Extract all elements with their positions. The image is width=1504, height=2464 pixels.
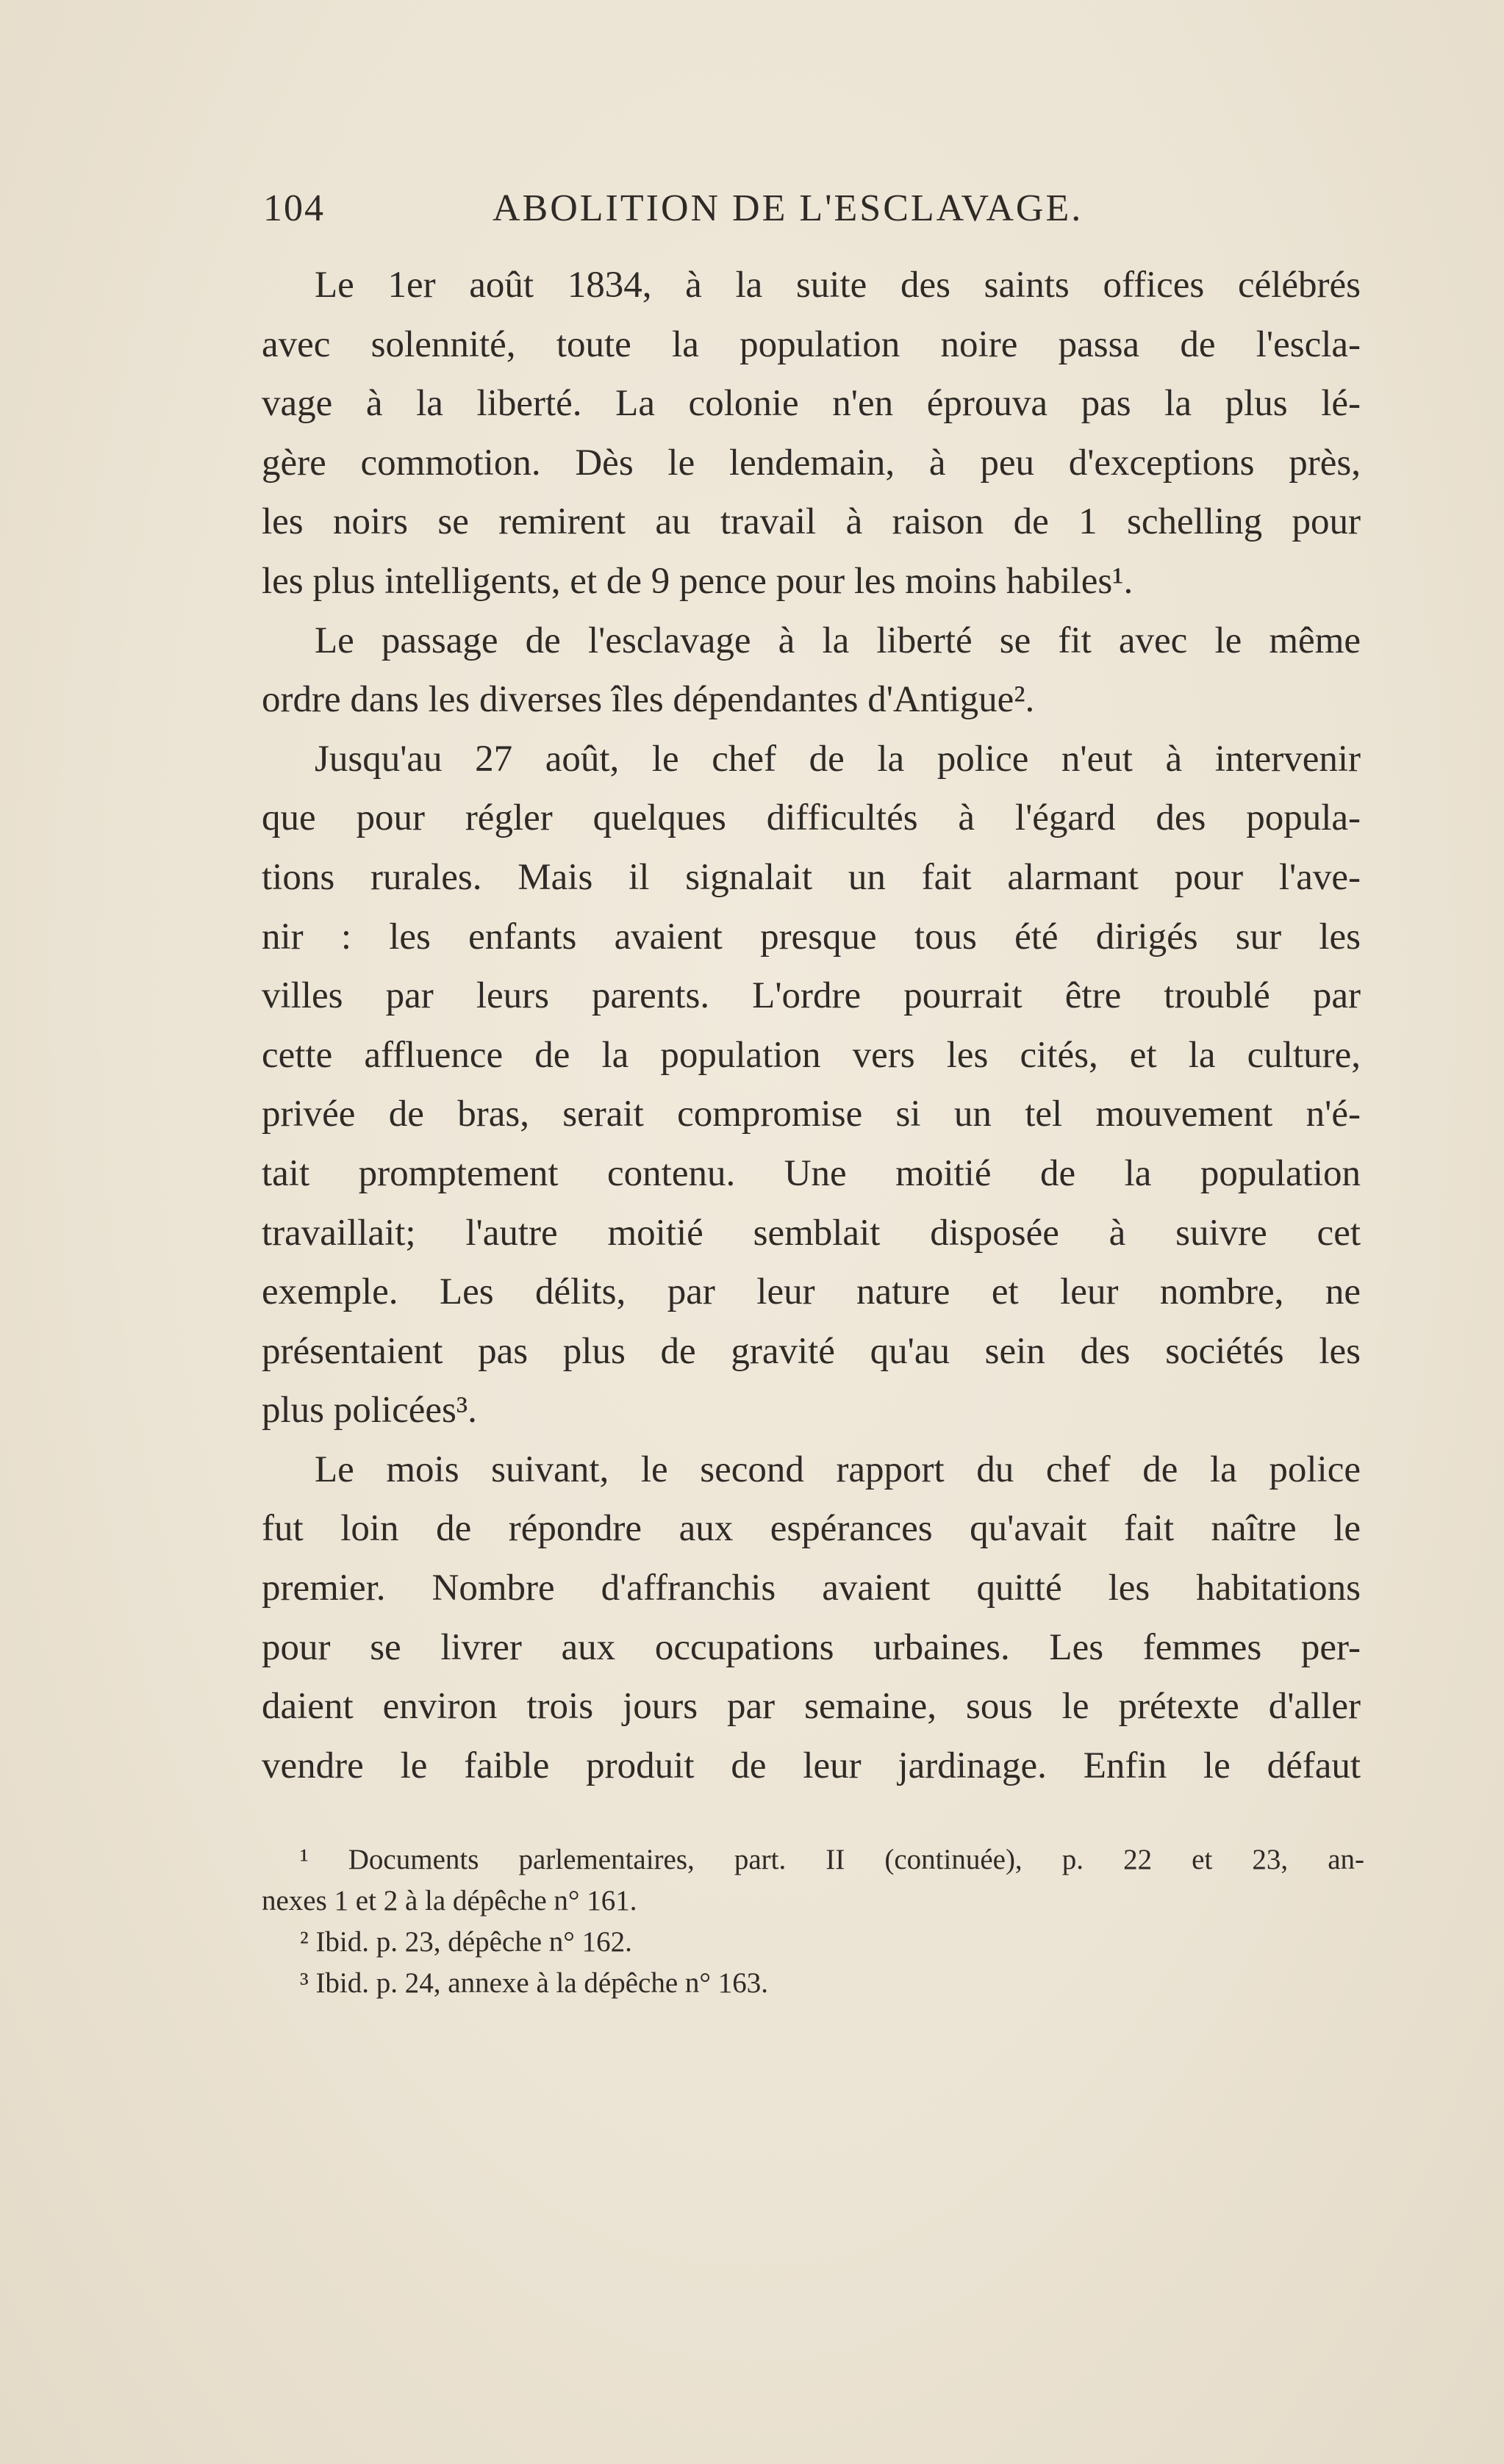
footnote-line: ² Ibid. p. 23, dépêche n° 162. [300, 1926, 632, 1958]
text-line: nir : les enfants avaient presque tous été dirigés sur les [262, 916, 1361, 958]
text-line: Le passage de l'esclavage à la liberté se fit avec le même [315, 619, 1361, 661]
page-number: 104 [263, 187, 325, 229]
main-text [262, 256, 1361, 1795]
text-line: vendre le faible produit de leur jardinage. Enfin le défaut [262, 1745, 1361, 1786]
text-line: travaillait; l'autre moitié semblait disposée à suivre cet [262, 1212, 1361, 1254]
footnote-line: ¹ Documents parlementaires, part. II (continuée), p. 22 et 23, an- [300, 1844, 1364, 1875]
page-header [263, 182, 1131, 235]
text-line: premier. Nombre d'affranchis avaient quitté les habitations [262, 1567, 1361, 1609]
text-line: les noirs se remirent au travail à raison de 1 schelling pour [262, 501, 1361, 543]
text-line: pour se livrer aux occupations urbaines. Les femmes per- [262, 1626, 1361, 1668]
text-line: que pour régler quelques difficultés à l'égard des popula- [262, 797, 1361, 839]
text-line: ordre dans les diverses îles dépendantes d'Antigue². [262, 679, 1035, 721]
footnote-line: ³ Ibid. p. 24, annexe à la dépêche n° 163. [300, 1967, 768, 1999]
text-line: Jusqu'au 27 août, le chef de la police n'eut à intervenir [315, 738, 1361, 780]
text-line: cette affluence de la population vers les cités, et la culture, [262, 1034, 1361, 1076]
text-line: Le 1er août 1834, à la suite des saints offices célébrés [315, 265, 1361, 306]
footnotes [262, 1839, 1364, 2004]
text-line: gère commotion. Dès le lendemain, à peu d'exceptions près, [262, 442, 1361, 484]
text-line: villes par leurs parents. L'ordre pourrait être troublé par [262, 975, 1361, 1017]
running-title: ABOLITION DE L'ESCLAVAGE. [493, 187, 1084, 229]
text-line: plus policées³. [262, 1390, 477, 1432]
text-line: les plus intelligents, et de 9 pence pour les moins habiles¹. [262, 560, 1134, 602]
text-line: tait promptement contenu. Une moitié de la population [262, 1152, 1361, 1194]
text-line: daient environ trois jours par semaine, sous le prétexte d'aller [262, 1686, 1361, 1728]
text-line: exemple. Les délits, par leur nature et leur nombre, ne [262, 1271, 1361, 1313]
text-line: Le mois suivant, le second rapport du chef de la police [315, 1448, 1361, 1490]
text-line: tions rurales. Mais il signalait un fait alarmant pour l'ave- [262, 856, 1361, 898]
text-line: vage à la liberté. La colonie n'en éprouva pas la plus lé- [262, 383, 1361, 425]
text-line: avec solennité, toute la population noire passa de l'escla- [262, 323, 1361, 365]
text-line: présentaient pas plus de gravité qu'au sein des sociétés les [262, 1330, 1361, 1372]
text-line: privée de bras, serait compromise si un tel mouvement n'é- [262, 1093, 1361, 1135]
footnote-line: nexes 1 et 2 à la dépêche n° 161. [262, 1885, 637, 1917]
text-line: fut loin de répondre aux espérances qu'avait fait naître le [262, 1508, 1361, 1550]
